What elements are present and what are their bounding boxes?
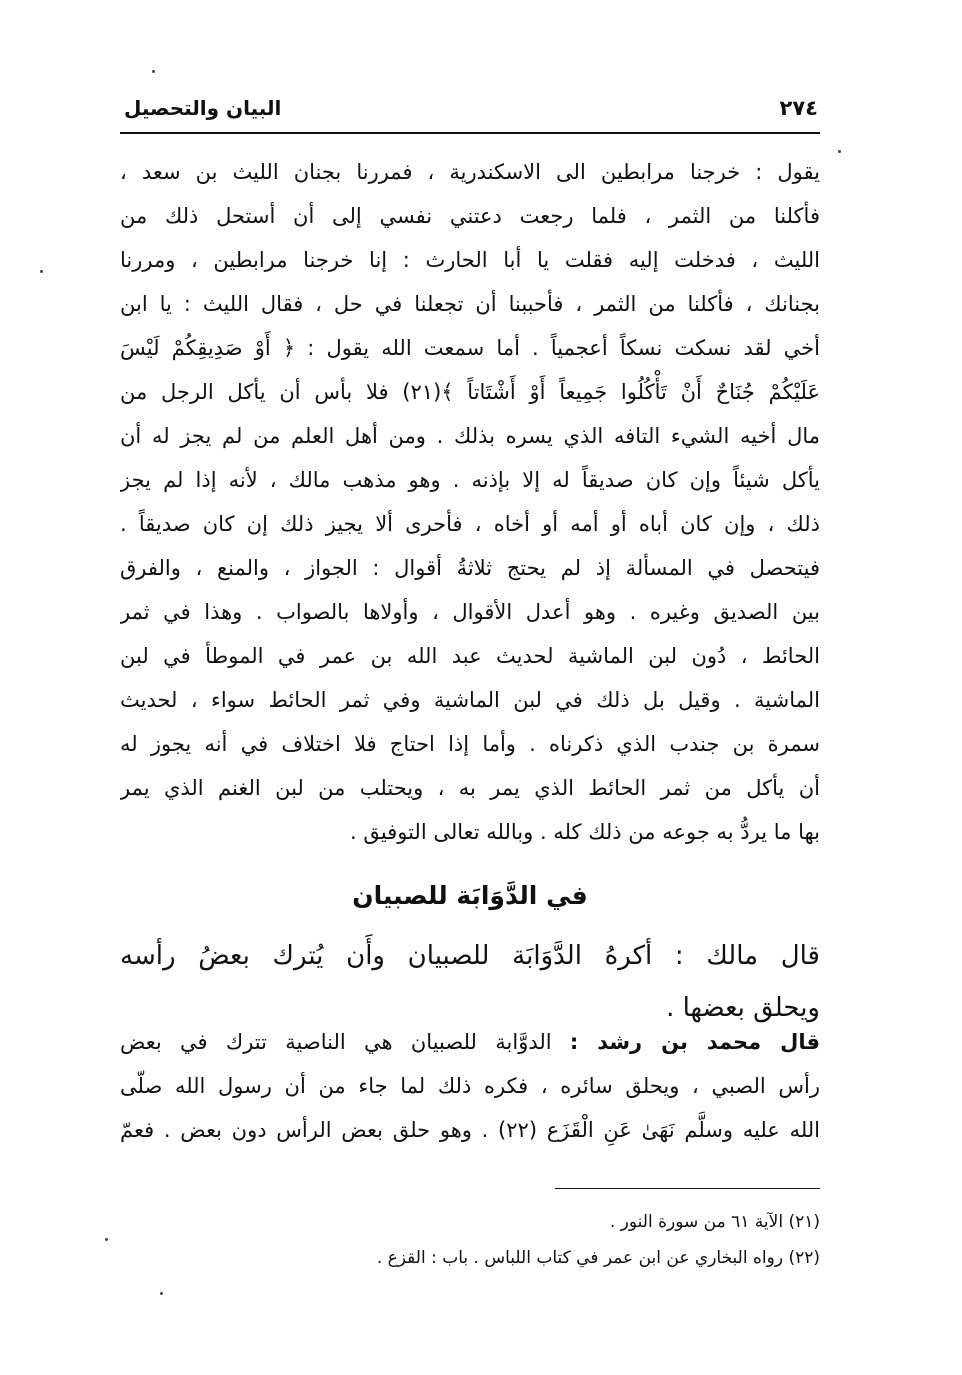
text-line: ويحلق بعضها . xyxy=(666,993,820,1023)
paragraph-main xyxy=(120,150,820,854)
text-line: فأكلنا من الثمر ، فلما رجعت دعتني نفسي إلى أن أستحل ذلك من xyxy=(120,204,820,228)
text-line: بين الصديق وغيره . وهو أعدل الأقوال ، وأولاها بالصواب . وهذا في ثمر xyxy=(120,600,820,624)
text-line: يأكل شيئاً وإن كان صديقاً له إلا بإذنه . وهو مذهب مالك ، لأنه إذا لم يجز xyxy=(120,468,820,492)
footnote-divider xyxy=(555,1188,820,1189)
footnotes xyxy=(120,1204,820,1276)
page-number: ٢٧٤ xyxy=(779,96,818,120)
text-line: رأس الصبي ، ويحلق سائره ، فكره ذلك لما جاء من أن رسول الله صلّى xyxy=(120,1074,820,1098)
text-line: سمرة بن جندب الذي ذكرناه . وأما إذا احتاج فلا اختلاف في أنه يجوز له xyxy=(120,732,820,756)
text-line: الماشية . وقيل بل ذلك في لبن الماشية وفي ثمر الحائط سواء ، لحديث xyxy=(120,688,820,712)
text-line: قال مالك : أكرهُ الدَّوَابَة للصبيان وأَن يُترك بعضُ رأسه xyxy=(120,941,820,971)
footnote: (٢٢) رواه البخاري عن ابن عمر في كتاب اللباس . باب : القزع . xyxy=(376,1248,820,1268)
text-line: الحائط ، دُون لبن الماشية لحديث عبد الله بن عمر في الموطأ في لبن xyxy=(120,644,820,668)
running-title: البيان والتحصيل xyxy=(124,96,282,120)
text-line: مال أخيه الشيء التافه الذي يسره بذلك . ومن أهل العلم من لم يجز له أن xyxy=(120,424,820,448)
scan-speck xyxy=(160,1292,163,1295)
text-line: الليث ، فدخلت إليه فقلت يا أبا الحارث : إنا خرجنا مرابطين ، ومررنا xyxy=(120,248,820,272)
text-line: بها ما يردُّ به جوعه من ذلك كله . وبالله تعالى التوفيق . xyxy=(350,820,820,844)
section-heading: في الدَّوَابَة للصبيان xyxy=(352,881,588,910)
text-line: أخي لقد نسكت نسكاً أعجمياً . أما سمعت الله يقول : ﴿ أَوْ صَدِيقِكُمْ لَيْسَ xyxy=(120,336,820,360)
text-fragment: الدوَّابة للصبيان هي الناصية تترك في بعض xyxy=(120,1030,570,1054)
footnote: (٢١) الآية ٦١ من سورة النور . xyxy=(609,1212,820,1232)
scan-speck xyxy=(40,270,43,273)
text-line: أن يأكل من ثمر الحائط الذي يمر به ، ويحتلب من لبن الغنم الذي يمر xyxy=(120,776,820,800)
text-line: الله عليه وسلَّم نَهَىٰ عَنِ الْقَزَع (٢٢) . وهو حلق بعض الرأس دون بعض . فعمّ xyxy=(120,1118,820,1142)
paragraph-malik-quote xyxy=(120,930,820,1034)
text-line: بجنانك ، فأكلنا من الثمر ، فأحببنا أن تجعلنا في حل ، فقال الليث : يا ابن xyxy=(120,292,820,316)
text-line-first xyxy=(120,1020,820,1064)
scan-speck xyxy=(152,70,155,73)
page-header xyxy=(120,92,820,134)
text-line: يقول : خرجنا مرابطين الى الاسكندرية ، فمررنا بجنان الليث بن سعد ، xyxy=(120,160,820,184)
scan-speck xyxy=(838,150,841,153)
scan-speck xyxy=(105,1238,108,1241)
text-line: فيتحصل في المسألة إذ لم يحتج ثلاثةُ أقوال : الجواز ، والمنع ، والفرق xyxy=(120,556,820,580)
speaker-label: قال محمد بن رشد : xyxy=(569,1030,820,1054)
text-line: عَلَيْكُمْ جُنَاحٌ أَنْ تَأْكُلُوا جَمِيعاً أَوْ أَشْتَاتاً ﴾(٢١) فلا بأس أن يأكل الرجل من xyxy=(120,380,820,404)
text-line: ذلك ، وإن كان أباه أو أمه أو أخاه ، فأحرى ألا يجيز ذلك إن كان صديقاً . xyxy=(120,512,820,536)
paragraph-commentary xyxy=(120,1020,820,1152)
